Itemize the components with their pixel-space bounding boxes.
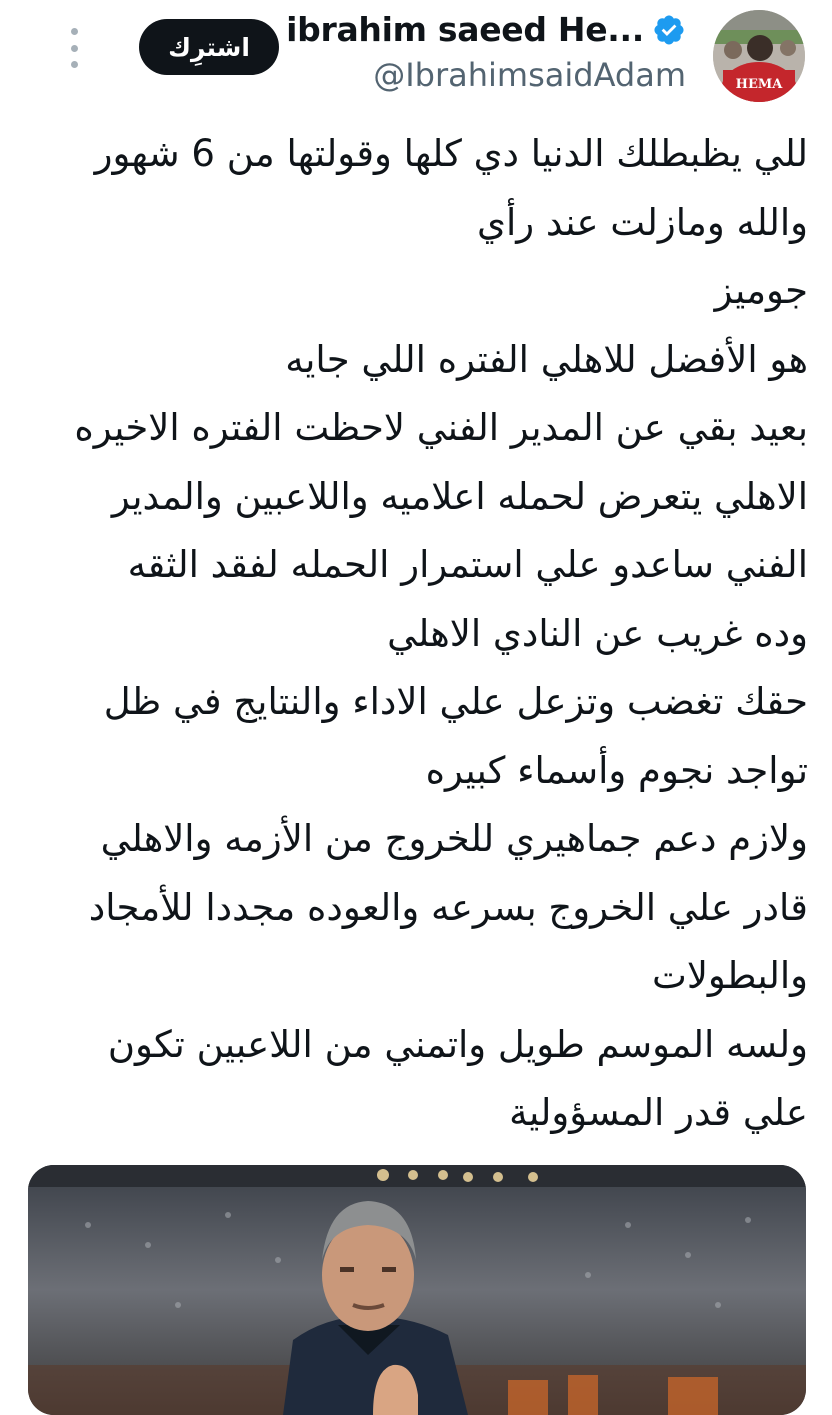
tweet-line: جوميز (714, 269, 808, 312)
more-vertical-icon[interactable] (62, 28, 86, 68)
tweet-line: علي قدر المسؤولية (509, 1091, 808, 1134)
name-row (286, 10, 686, 49)
tweet-line: للي يظبطلك الدنيا دي كلها وقولتها من 6 شهور (94, 132, 808, 175)
tweet-line: الفني ساعدو علي استمرار الحمله لفقد الثقه (127, 543, 808, 586)
tweet-text (28, 120, 808, 1148)
tweet-line: تواجد نجوم وأسماء كبيره (425, 748, 808, 792)
tweet-line: حقك تغضب وتزعل علي الاداء والنتايج في ظل (103, 680, 808, 723)
avatar-text: HEMA (735, 77, 783, 92)
tweet-line: الاهلي يتعرض لحمله اعلاميه واللاعبين والمدير (111, 474, 808, 518)
tweet-line: والبطولات (652, 954, 808, 997)
tweet-line: هو الأفضل للاهلي الفتره اللي جايه (285, 337, 808, 381)
subscribe-button[interactable]: اشترِك (139, 19, 279, 75)
tweet-line: ولسه الموسم طويل واتمني من اللاعبين تكون (107, 1022, 808, 1066)
tweet-line: قادر علي الخروج بسرعه والعوده مجددا للأمجاد (88, 885, 808, 929)
tweet-line: بعيد بقي عن المدير الفني لاحظت الفتره الاخيره (74, 406, 808, 449)
avatar[interactable] (713, 10, 805, 102)
tweet-media-photo[interactable] (28, 1165, 806, 1415)
user-handle[interactable]: @IbrahimsaidAdam (373, 56, 686, 94)
display-name[interactable]: ibrahim saeed He... (286, 10, 644, 49)
tweet-line: ولازم دعم جماهيري للخروج من الأزمه والاهلي (100, 817, 808, 860)
tweet-line: وده غريب عن النادي الاهلي (387, 611, 808, 655)
tweet-header (0, 0, 832, 115)
photo-image (28, 1165, 806, 1415)
avatar-image (713, 10, 805, 102)
verified-badge-icon (652, 13, 686, 47)
tweet-line: والله ومازلت عند رأي (477, 200, 808, 244)
